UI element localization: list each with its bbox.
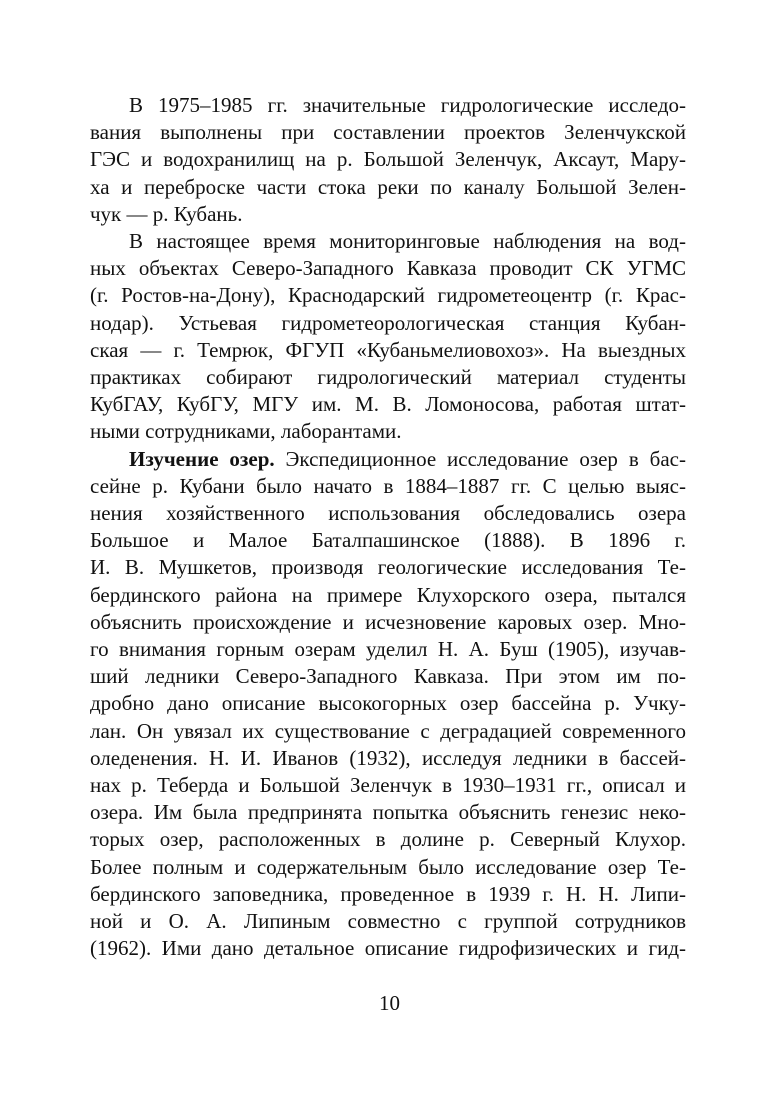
text-line: КубГАУ, КубГУ, МГУ им. М. В. Ломоносова, работая штат- [90, 392, 686, 417]
text-line: ными сотрудниками, лаборантами. [90, 419, 402, 444]
text-line: бердинского района на примере Клухорского озера, пытался [90, 582, 686, 607]
text-line: (1962). Ими дано детальное описание гидрофизических и гид- [90, 936, 686, 961]
section-heading: Изучение озер. [129, 446, 275, 471]
text-line: озера. Им была предпринята попытка объяснить генезис неко- [90, 800, 686, 825]
text-line: нах р. Теберда и Большой Зеленчук в 1930–1931 гг., описал и [90, 773, 686, 798]
text-line: чук — р. Кубань. [90, 201, 243, 226]
text-line: го внимания горным озерам уделил Н. А. Буш (1905), изучав- [90, 637, 686, 662]
page-number: 10 [379, 991, 400, 1015]
text-line: оледенения. Н. И. Иванов (1932), исследуя ледники в бассей- [90, 745, 686, 770]
text-line: ных объектах Северо-Западного Кавказа проводит СК УГМС [90, 256, 686, 281]
text-line: (г. Ростов-на-Дону), Краснодарский гидрометеоцентр (г. Крас- [90, 283, 686, 308]
text-line: В 1975–1985 гг. значительные гидрологические исследо- [129, 93, 686, 117]
paragraph-3 [90, 446, 686, 963]
text-line: ГЭС и водохранилищ на р. Большой Зеленчук, Аксаут, Мару- [90, 147, 686, 172]
text-line: сейне р. Кубани было начато в 1884–1887 гг. С целью выяс- [90, 473, 686, 498]
text-line: ская — г. Темрюк, ФГУП «Кубаньмелиовохоз». На выездных [90, 337, 686, 362]
page-body [90, 92, 686, 963]
text-line: лан. Он увязал их существование с деградацией современного [90, 718, 686, 743]
text-line [90, 446, 686, 473]
text-line: вания выполнены при составлении проектов Зеленчукской [90, 120, 686, 145]
text-line: нодар). Устьевая гидрометеорологическая станция Кубан- [90, 310, 686, 335]
paragraph-1 [90, 92, 686, 228]
text-line: Более полным и содержательным было исследование озер Те- [90, 854, 686, 879]
text-line: нения хозяйственного использования обследовались озера [90, 501, 686, 526]
text-line: бердинского заповедника, проведенное в 1939 г. Н. Н. Липи- [90, 881, 686, 906]
text-line: Большое и Малое Баталпашинское (1888). В 1896 г. [90, 528, 686, 553]
text-line: практиках собирают гидрологический материал студенты [90, 365, 686, 390]
text-line: дробно дано описание высокогорных озер бассейна р. Учку- [90, 691, 686, 716]
text-line: объяснить происхождение и исчезновение каровых озер. Мно- [90, 609, 686, 634]
text-line: ной и О. А. Липиным совместно с группой сотрудников [90, 909, 686, 934]
text-line-rest: Экспедиционное исследование озер в бас- [285, 446, 686, 471]
text-line: В настоящее время мониторинговые наблюдения на вод- [129, 229, 686, 254]
text-line: ха и переброске части стока реки по каналу Большой Зелен- [90, 174, 686, 199]
text-line: торых озер, расположенных в долине р. Северный Клухор. [90, 827, 686, 852]
paragraph-2 [90, 228, 686, 446]
text-line: ший ледники Северо-Западного Кавказа. При этом им по- [90, 664, 686, 689]
text-line: И. В. Мушкетов, производя геологические исследования Те- [90, 555, 686, 580]
